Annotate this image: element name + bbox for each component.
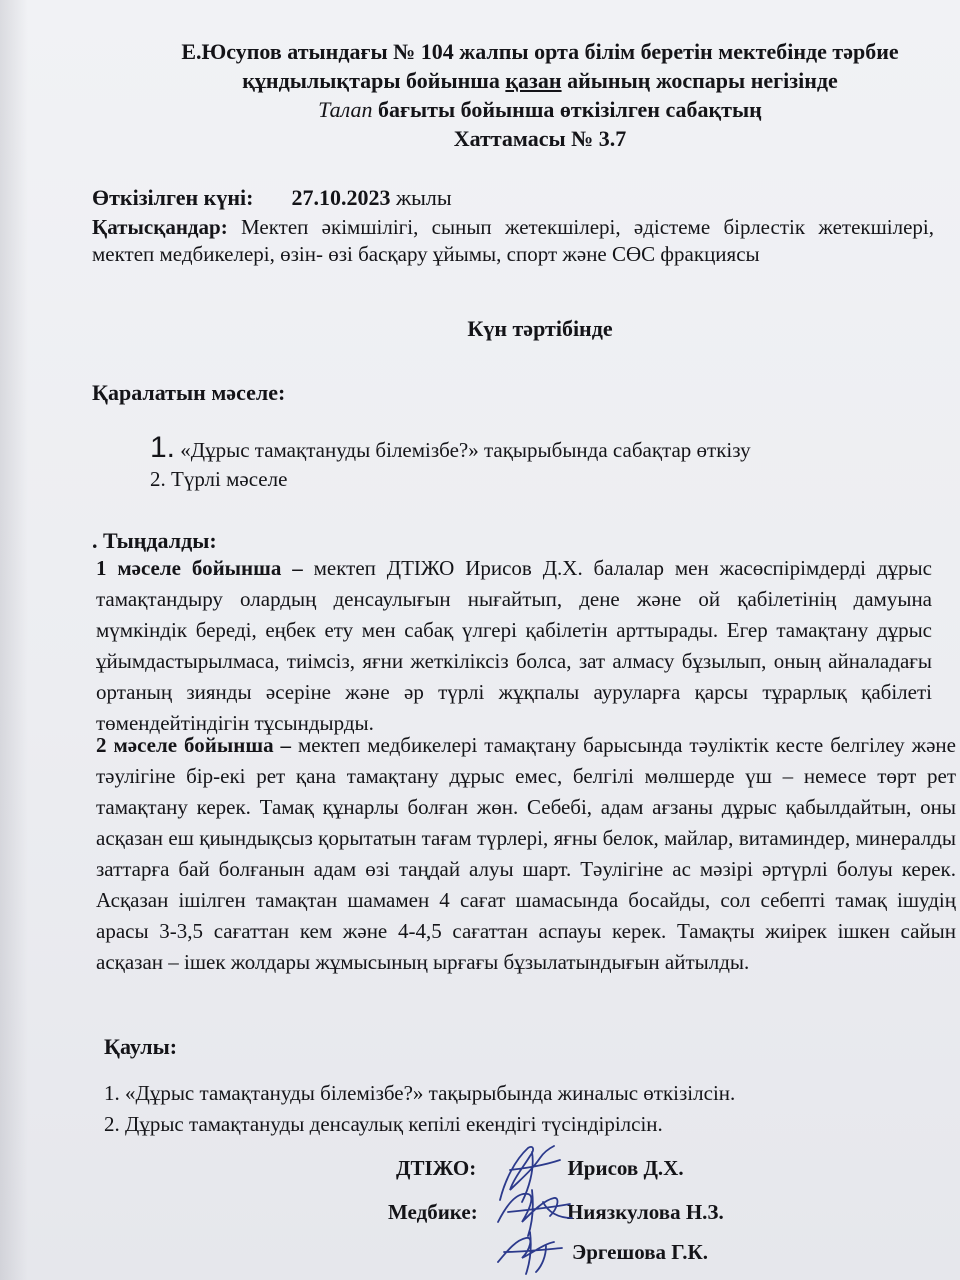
handwritten-signature-3 bbox=[490, 1222, 570, 1278]
listened-paragraph-2 bbox=[96, 730, 956, 978]
agenda-item bbox=[150, 464, 870, 495]
participants-text: Мектеп әкімшілігі, сынып жетекшілері, әдістеме бірлестік жетекшілері, мектеп медбикелері, өзін- өзі басқару ұйымы, спорт және СӨС фракциясы bbox=[92, 215, 934, 266]
issue-2-text: мектеп медбикелері тамақтану барысында тәуліктік кесте белгілеу және тәулігіне бір-екі рет қана тамақтану дұрыс емес, белгілі мөлшерде үш – немесе төрт рет тамақтану керек. Тамақ құнарлы болған жөн. Себебі, адам ағзаны дұрыс қабылдайтын, оны асқазан еш қиындықсыз қорытатын тағам түрлері, яғны белок, майлар, витаминдер, минералды заттарға бай болғанын адам өзі таңдай алуы шарт. Тәулігіне ас мәзірі әртүрлі болуы керек. Асқазан ішілген тамақтан шамамен 4 сағат шамасында босайды, сол себепті тамақ ішудің арасы 3-3,5 сағаттан кем және 4-4,5 сағаттан аспауы керек. Тамақты жиірек ішкен сайын асқазан – ішек жолдары жұмысының ырғағы бұзылатындығын айтылды. bbox=[96, 733, 956, 974]
listened-paragraph-1 bbox=[96, 553, 932, 739]
document-header bbox=[140, 37, 940, 153]
header-line-3 bbox=[140, 95, 940, 124]
signatory-name: Ирисов Д.Х. bbox=[567, 1156, 684, 1180]
header-line-2-start: құндылықтары бойынша bbox=[242, 68, 506, 93]
decision-item-text: «Дұрыс тамақтануды білемізбе?» тақырыбында жиналыс өткізілсін. bbox=[119, 1081, 736, 1105]
signatory-name: Ниязкулова Н.З. bbox=[566, 1200, 724, 1224]
agenda-item-text: Түрлі мәселе bbox=[171, 467, 288, 491]
page-shadow bbox=[0, 0, 28, 1280]
header-line-2 bbox=[140, 66, 940, 95]
agenda-item-text: «Дұрыс тамақтануды білемізбе?» тақырыбында сабақтар өткізу bbox=[180, 438, 751, 462]
meeting-date bbox=[92, 182, 932, 213]
signatory-role: ДТІЖО: bbox=[396, 1156, 477, 1180]
header-line-3-rest: бағыты бойынша өткізілген сабақтың bbox=[372, 97, 762, 122]
agenda-heading: Күн тәртібінде bbox=[467, 316, 613, 341]
decision-item bbox=[104, 1078, 904, 1109]
protocol-number: Хаттамасы № 3.7 bbox=[453, 126, 627, 151]
date-suffix: жылы bbox=[390, 185, 452, 210]
decision-heading: Қаулы: bbox=[104, 1034, 178, 1059]
header-line-1: Е.Юсупов атындағы № 104 жалпы орта білім беретін мектебінде тәрбие bbox=[181, 39, 899, 64]
agenda-list bbox=[150, 432, 870, 495]
decision-item-text: Дұрыс тамақтануды денсаулық кепілі екендігі түсіндірілсін. bbox=[119, 1112, 663, 1136]
agenda-item-number: 2. bbox=[150, 467, 166, 491]
decision-list bbox=[104, 1078, 904, 1140]
issue-2-label: 2 мәселе бойынша – bbox=[96, 733, 292, 757]
issue-1-text: мектеп ДТІЖО Ирисов Д.Х. балалар мен жасөспірімдерді дұрыс тамақтандыру олардың денсаулығын нығайтып, дене және ой қабілетінің дамуына мүмкіндік береді, еңбек ету мен сабақ үлгері қабілетін арттырады. Егер тамақтану дұрыс ұйымдастырылмаса, тиімсіз, яғни жеткіліксіз болса, зат алмасу бұзылып, оның айналадағы ортаның зиянды әсеріне және әр түрлі жұқпалы ауруларға қарсы тұрарлық қабілеті төмендейтіндігін тұсындырды. bbox=[96, 556, 932, 735]
agenda-item bbox=[150, 432, 870, 466]
decision-item-number: 1. bbox=[104, 1081, 120, 1105]
header-line-2-end: айының жоспары негізінде bbox=[561, 68, 838, 93]
signatory-name: Эргешова Г.К. bbox=[572, 1240, 709, 1264]
signature-row-nurse-2 bbox=[572, 1240, 708, 1265]
issue-1-label: 1 мәселе бойынша – bbox=[96, 556, 303, 580]
decision-item-number: 2. bbox=[104, 1112, 120, 1136]
signatory-role: Медбике: bbox=[388, 1200, 478, 1224]
date-value: 27.10.2023 bbox=[291, 185, 391, 210]
participants bbox=[92, 214, 934, 268]
header-month: қазан bbox=[505, 68, 562, 93]
agenda-item-number: 1. bbox=[150, 431, 176, 464]
header-direction: Талап bbox=[318, 97, 373, 122]
participants-label: Қатысқандар: bbox=[92, 215, 228, 239]
date-label: Өткізілген күні: bbox=[92, 185, 254, 210]
decision-item bbox=[104, 1109, 904, 1140]
issue-label: Қаралатын мәселе: bbox=[92, 380, 286, 405]
listened-heading: . Тыңдалды: bbox=[92, 528, 217, 553]
